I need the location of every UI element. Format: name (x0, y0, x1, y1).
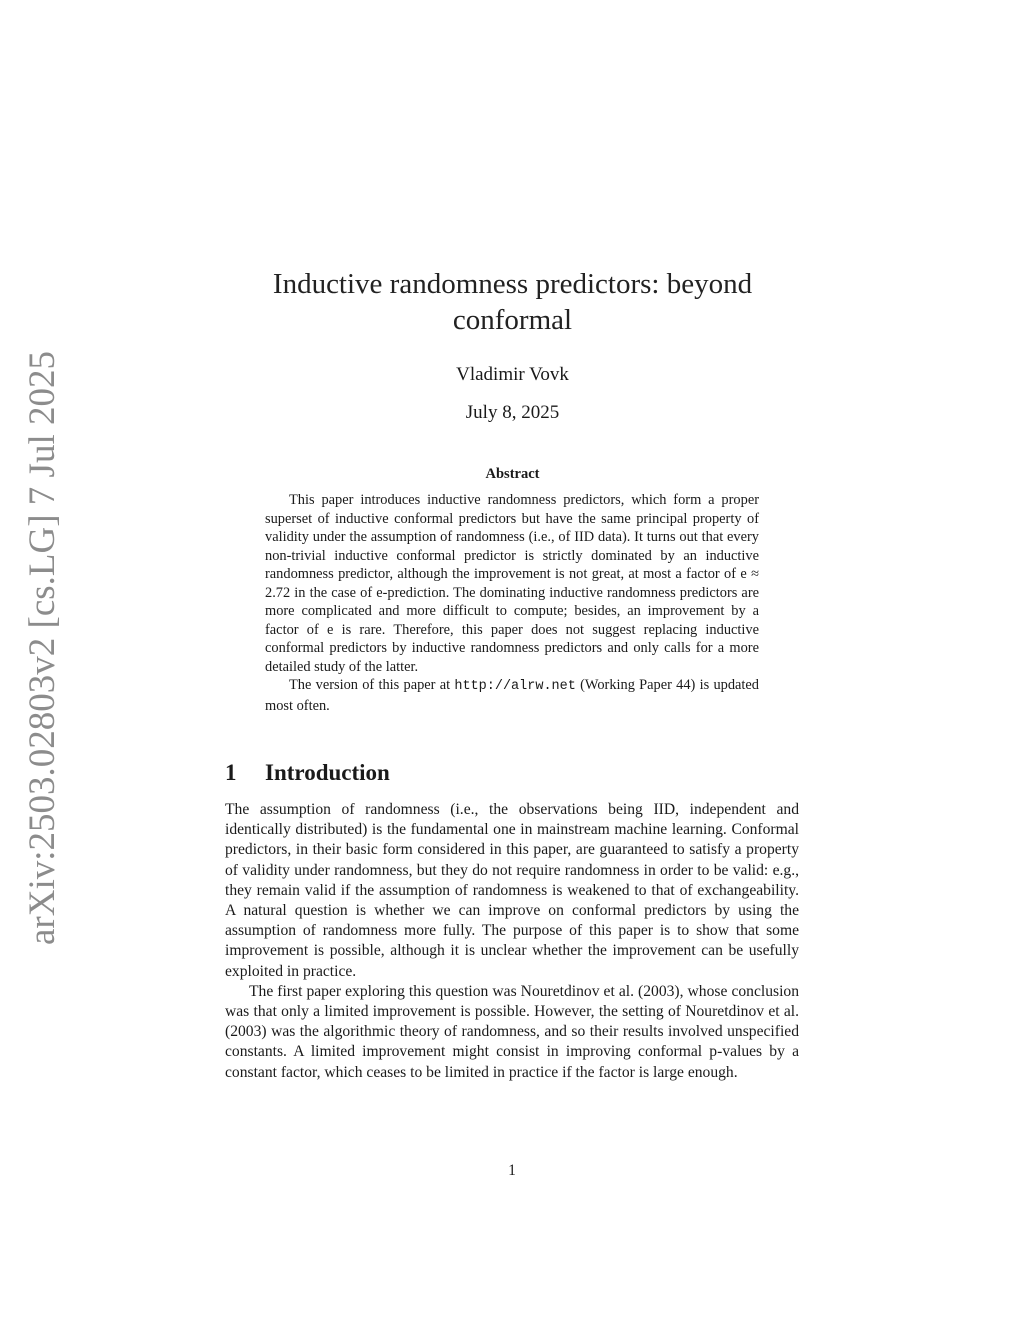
body-paragraph: The first paper exploring this question was Nouretdinov et al. (2003), whose conclusion was that only a limited improvement is possible. However, the setting of Nouretdinov et al. (2003) was the algorithmic theory of randomness, and so their results involved unspecified constants. A limited improvement might consist in improving conformal p-values by a constant factor, which ceases to be limited in practice if the factor is large enough. (225, 982, 799, 1081)
section-title: Introduction (265, 760, 390, 785)
version-note-suffix: (Working Paper 44) is updated most often. (265, 677, 759, 714)
paper-date: July 8, 2025 (465, 402, 560, 423)
author-name: Vladimir Vovk (456, 364, 569, 385)
abstract-heading: Abstract (485, 466, 540, 482)
abstract-version-note (265, 676, 759, 715)
introduction-body (225, 800, 799, 1083)
paper-title: Inductive randomness predictors: beyond conformal (272, 268, 753, 336)
section-heading-introduction (225, 758, 800, 788)
alrw-link[interactable]: http://alrw.net (454, 679, 576, 694)
page-number: 1 (508, 1162, 516, 1179)
version-note-prefix: The version of this paper at (289, 677, 455, 693)
section-number: 1 (225, 760, 237, 785)
arxiv-identifier-stamp: arXiv:2503.02803v2 [cs.LG] 7 Jul 2025 (22, 351, 63, 945)
body-paragraph: The assumption of randomness (i.e., the observations being IID, independent and identically distributed) is the fundamental one in mainstream machine learning. Conformal predictors, in their basic form considered in this paper, are guaranteed to satisfy a property of validity under randomness, but they do not require randomness in order to be valid: e.g., they remain valid if the assumption of randomness is weakened to that of exchangeability. A natural question is whether we can improve on conformal predictors by using the assumption of randomness more fully. The purpose of this paper is to show that some improvement is possible, although it is unclear whether the improvement can be usefully exploited in practice. (225, 801, 799, 980)
abstract-paragraph: This paper introduces inductive randomness predictors, which form a proper superset of inductive conformal predictors but have the same principal property of validity under the assumption of randomness (i.e., of IID data). It turns out that every non-trivial inductive conformal predictor is strictly dominated by an inductive randomness predictor, although the improvement is not great, at most a factor of e ≈ 2.72 in the case of e-prediction. The dominating inductive randomness predictors are more complicated and more difficult to compute; besides, an improvement by a factor of e is rare. Therefore, this paper does not suggest replacing inductive conformal predictors by inductive randomness predictors and only calls for a more detailed study of the latter. (265, 492, 759, 675)
abstract-body (265, 491, 759, 715)
